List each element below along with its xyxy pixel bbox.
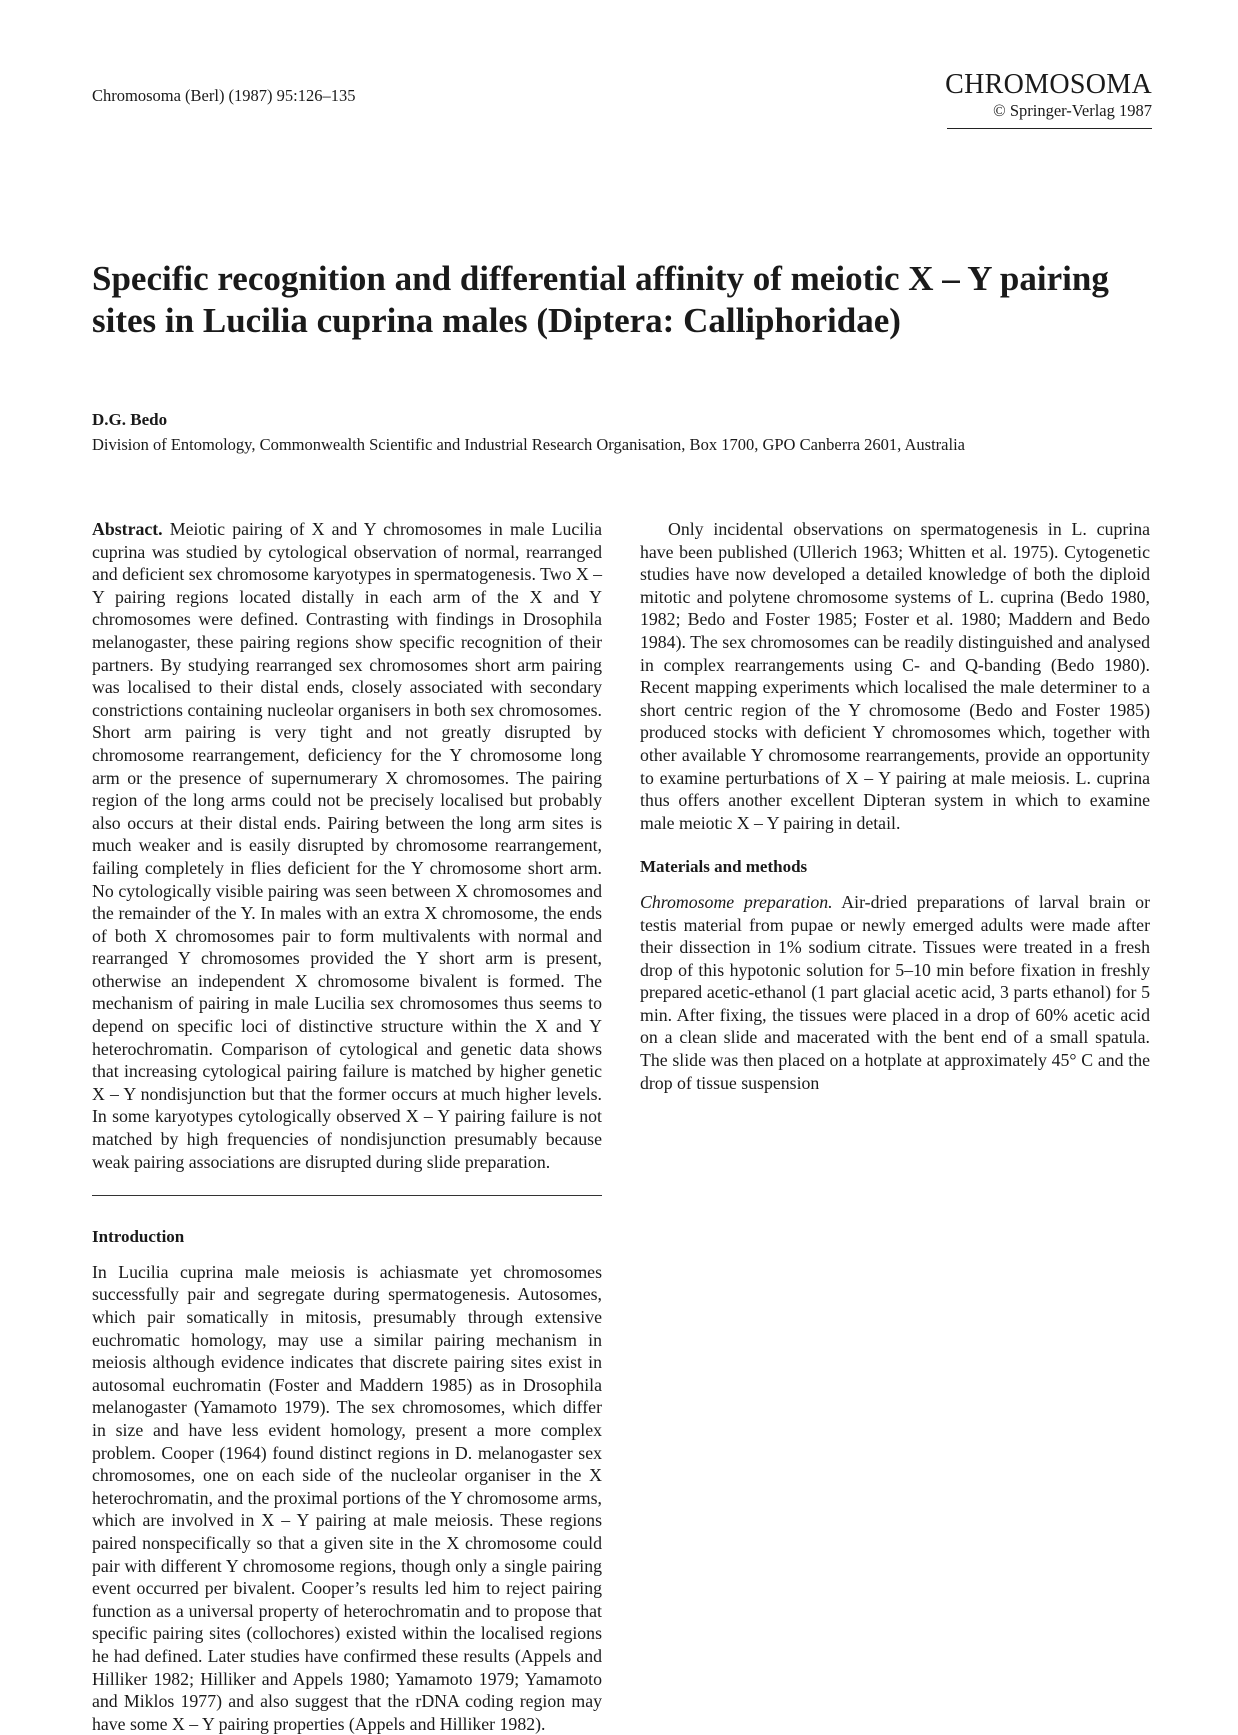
abstract xyxy=(92,518,602,1173)
methods-text: Air-dried preparations of larval brain or testis material from pupae or newly emerged adults were made after their dissection in 1% sodium citrate. Tissues were treated in a fresh drop of this hypotonic solution for 5–10 min before fixation in freshly prepared acetic-ethanol (1 part glacial acetic acid, 3 parts ethanol) for 5 min. After fixing, the tissues were placed in a drop of 60% acetic acid on a clean slide and macerated with the bent end of a small spatula. The slide was then placed on a hotplate at approximately 45° C and the drop of tissue suspension xyxy=(640,891,1150,1093)
journal-reference: Chromosoma (Berl) (1987) 95:126–135 xyxy=(92,86,356,105)
article-author: D.G. Bedo xyxy=(92,410,168,429)
journal-name: CHROMOSOMA xyxy=(945,69,1152,100)
methods-subheading: Chromosome preparation. xyxy=(640,891,833,912)
abstract-text: Meiotic pairing of X and Y chromosomes in male Lucilia cuprina was studied by cytological observation of normal, rearranged and deficient sex chromosome karyotypes in spermatogenesis. Two X – Y pairing regions located distally in each arm of the X and Y chromosomes were defined. Contrasting with findings in Drosophila melanogaster, these pairing regions show specific recognition of their partners. By studying rearranged sex chromosomes short arm pairing was localised to their distal ends, closely associated with secondary constrictions containing nucleolar organisers in both sex chromosomes. Short arm pairing is very tight and not greatly disrupted by chromosome rearrangement, deficiency for the Y chromosome long arm or the presence of supernumerary X chromosomes. The pairing region of the long arms could not be precisely localised but probably also occurs at their distal ends. Pairing between the long arm sites is much weaker and is easily disrupted by chromosome rearrangement, failing completely in flies deficient for the Y chromosome short arm. No cytologically visible pairing was seen between X chromosomes and the remainder of the Y. In males with an extra X chromosome, the ends of both X chromosomes pair to form multivalents with normal and rearranged Y chromosomes provided the Y short arm is present, otherwise an independent X chromosome bivalent is formed. The mechanism of pairing in male Lucilia sex chromosomes thus seems to depend on specific loci of distinctive structure within the X and Y heterochromatin. Comparison of cytological and genetic data shows that increasing cytological pairing failure is matched by higher genetic X – Y nondisjunction but that the former occurs at much higher levels. In some karyotypes cytologically observed X – Y pairing failure is not matched by high frequencies of nondisjunction presumably because weak pairing associations are disrupted during slide preparation. xyxy=(92,519,603,1172)
introduction-paragraph-1: In Lucilia cuprina male meiosis is achiasmate yet chromosomes successfully pair and segregate during spermatogenesis. Autosomes, which pair somatically in mitosis, presumably through extensive euchromatic homology, may use a similar pairing mechanism in meiosis although evidence indicates that discrete pairing sites exist in autosomal euchromatin (Foster and Maddern 1985) as in Drosophila melanogaster (Yamamoto 1979). The sex chromosomes, which differ in size and have less evident homology, present a more complex problem. Cooper (1964) found distinct regions in D. melanogaster sex chromosomes, one on each side of the nucleolar organiser in the X heterochromatin, and the proximal portions of the Y chromosome arms, which are involved in X – Y pairing at male meiosis. These regions paired nonspecifically so that a given site in the X chromosome could pair with different Y chromosome regions, though only a single pairing event occurred per bivalent. Cooper’s results led him to reject pairing function as a universal property of heterochromatin and to propose that specific pairing sites (collochores) existed within the localised regions he had defined. Later studies have confirmed these results (Appels and Hilliker 1982; Hilliker and Appels 1980; Yamamoto 1979; Yamamoto and Miklos 1977) and also suggest that the rDNA coding region may have some X – Y pairing properties (Appels and Hilliker 1982). xyxy=(92,1261,602,1734)
masthead-rule xyxy=(947,128,1152,129)
right-column xyxy=(640,518,1150,1094)
left-column xyxy=(92,518,602,1735)
journal-masthead xyxy=(945,70,1152,122)
abstract-divider xyxy=(92,1195,602,1196)
methods-paragraph xyxy=(640,891,1150,1094)
abstract-label: Abstract. xyxy=(92,519,163,539)
introduction-heading: Introduction xyxy=(92,1227,185,1247)
introduction-paragraph-2: Only incidental observations on spermatogenesis in L. cuprina have been published (Ullerich 1963; Whitten et al. 1975). Cytogenetic studies have now developed a detailed knowledge of both the diploid mitotic and polytene chromosome systems of L. cuprina (Bedo 1980, 1982; Bedo and Foster 1985; Foster et al. 1980; Maddern and Bedo 1984). The sex chromosomes can be readily distinguished and analysed in complex rearrangements using C- and Q-banding (Bedo 1980). Recent mapping experiments which localised the male determiner to a short centric region of the Y chromosome (Bedo and Foster 1985) produced stocks with deficient Y chromosomes which, together with other available Y chromosome rearrangements, provide an opportunity to examine perturbations of X – Y pairing at male meiosis. L. cuprina thus offers another excellent Dipteran system in which to examine male meiotic X – Y pairing in detail. xyxy=(640,519,1150,833)
article-title: Specific recognition and differential affinity of meiotic X – Y pairing sites in Lucilia cuprina males (Diptera: Calliphoridae) xyxy=(92,259,1109,340)
publisher-copyright: © Springer-Verlag 1987 xyxy=(993,101,1152,120)
author-affiliation: Division of Entomology, Commonwealth Scientific and Industrial Research Organisation, Box 1700, GPO Canberra 2601, Australia xyxy=(92,435,965,454)
methods-heading: Materials and methods xyxy=(640,857,808,877)
